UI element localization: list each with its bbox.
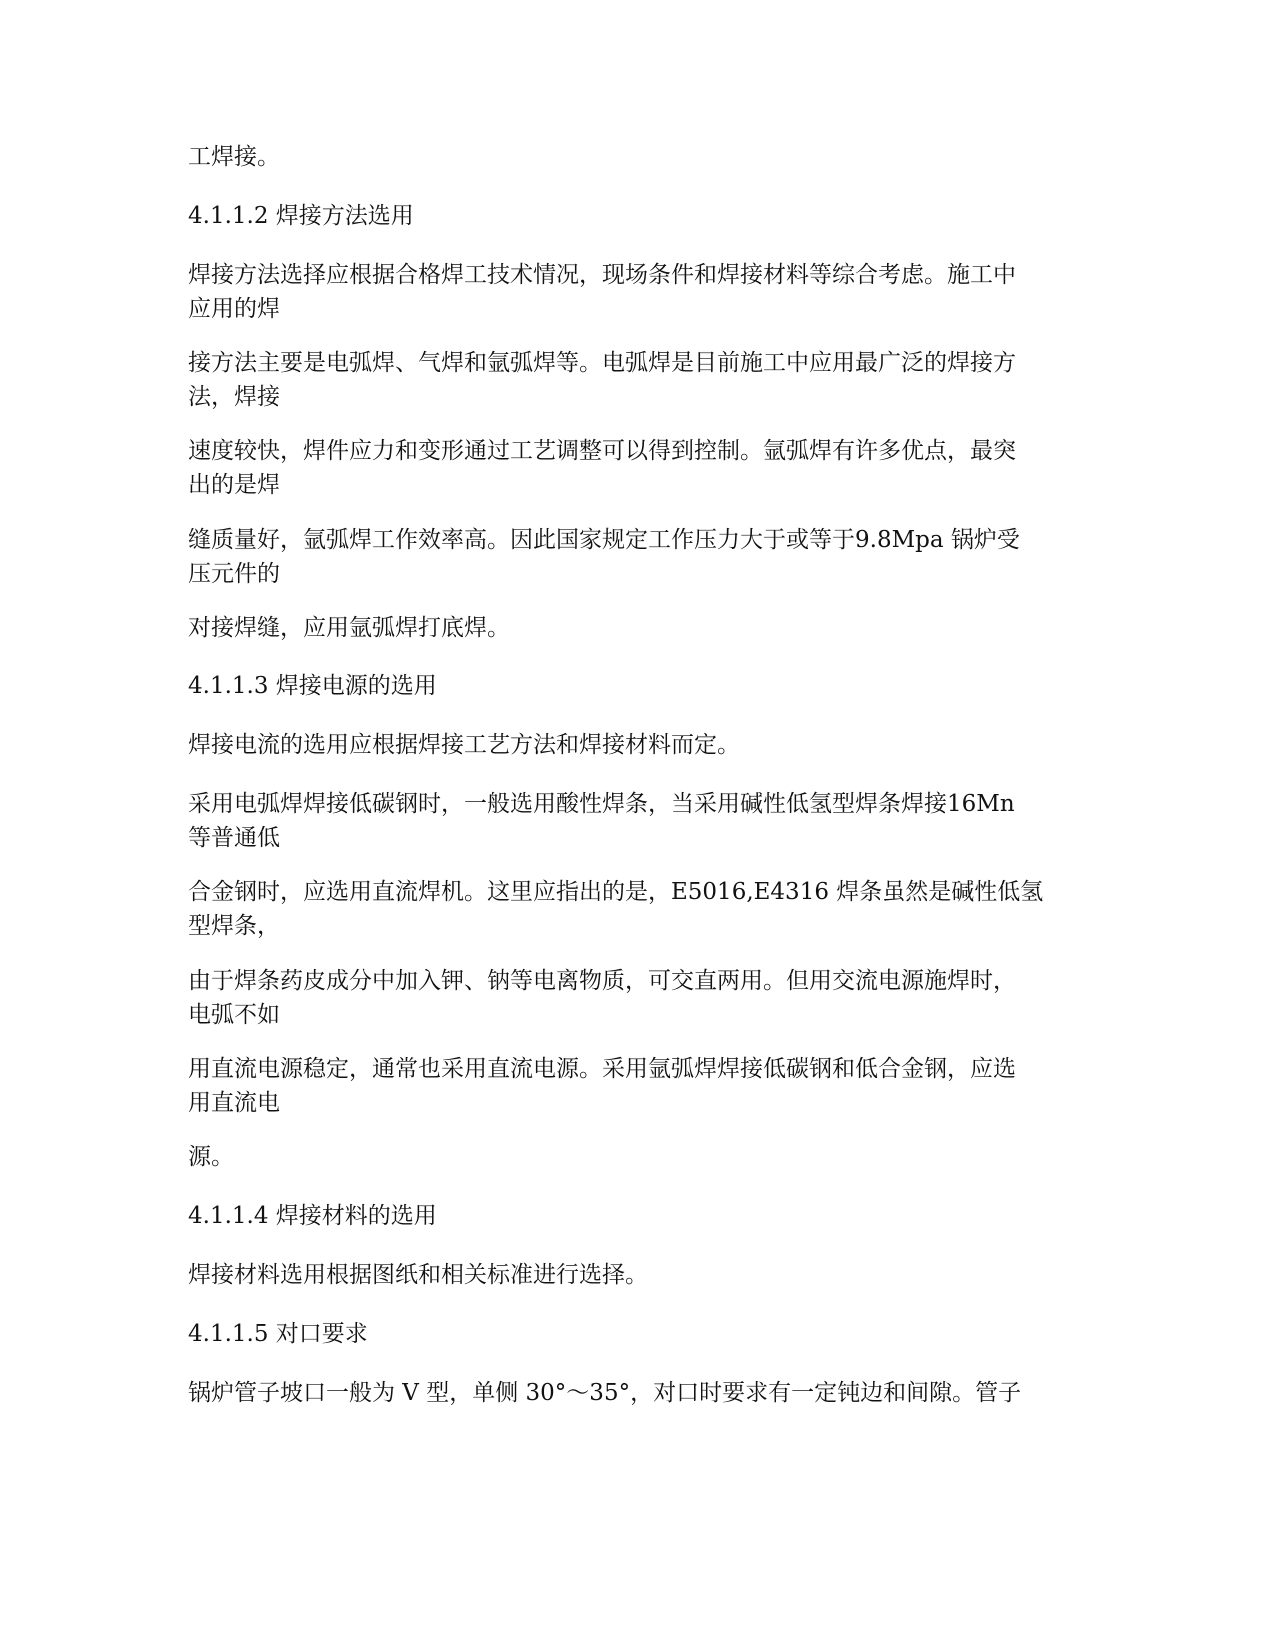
paragraph [188, 1376, 1088, 1410]
heading-text: 4.1.1.4 焊接材料的选用 [188, 1203, 437, 1229]
paragraph-continuation [188, 140, 1088, 174]
paragraph [188, 611, 1088, 645]
text-line: 源。 [188, 1144, 234, 1170]
text-line: 速度较快，焊件应力和变形通过工艺调整可以得到控制。氩弧焊有许多优点，最突 [188, 438, 1016, 464]
text-line: 焊接方法选择应根据合格焊工技术情况，现场条件和焊接材料等综合考虑。施工中 [188, 262, 1016, 288]
text-line: 工焊接。 [188, 144, 280, 170]
text-line: 采用电弧焊焊接低碳钢时，一般选用酸性焊条，当采用碱性低氢型焊条焊接16Mn [188, 791, 1015, 817]
text-line: 压元件的 [188, 561, 280, 587]
section-heading-4-1-1-2 [188, 199, 1088, 233]
text-line: 等普通低 [188, 825, 280, 851]
text-line: 合金钢时，应选用直流焊机。这里应指出的是，E5016,E4316 焊条虽然是碱性低氢 [188, 879, 1044, 905]
paragraph [188, 523, 1088, 591]
section-heading-4-1-1-5 [188, 1317, 1088, 1351]
text-line: 应用的焊 [188, 296, 280, 322]
text-line: 法，焊接 [188, 384, 280, 410]
text-line: 接方法主要是电弧焊、气焊和氩弧焊等。电弧焊是目前施工中应用最广泛的焊接方 [188, 350, 1016, 376]
heading-text: 4.1.1.2 焊接方法选用 [188, 203, 414, 229]
paragraph [188, 258, 1088, 326]
text-line: 由于焊条药皮成分中加入钾、钠等电离物质，可交直两用。但用交流电源施焊时， [188, 968, 1016, 994]
text-line: 焊接电流的选用应根据焊接工艺方法和焊接材料而定。 [188, 732, 740, 758]
paragraph [188, 964, 1088, 1032]
text-line: 用直流电 [188, 1090, 280, 1116]
paragraph [188, 1258, 1088, 1292]
text-line: 用直流电源稳定，通常也采用直流电源。采用氩弧焊焊接低碳钢和低合金钢，应选 [188, 1056, 1016, 1082]
text-line: 出的是焊 [188, 472, 280, 498]
paragraph [188, 346, 1088, 414]
heading-text: 4.1.1.3 焊接电源的选用 [188, 673, 437, 699]
section-heading-4-1-1-4 [188, 1199, 1088, 1233]
text-line: 电弧不如 [188, 1002, 280, 1028]
paragraph [188, 434, 1088, 502]
heading-text: 4.1.1.5 对口要求 [188, 1321, 368, 1347]
text-line: 焊接材料选用根据图纸和相关标准进行选择。 [188, 1262, 648, 1288]
section-heading-4-1-1-3 [188, 669, 1088, 703]
text-line: 锅炉管子坡口一般为 V 型，单侧 30°～35°，对口时要求有一定钝边和间隙。管子 [188, 1380, 1022, 1406]
paragraph [188, 875, 1088, 943]
paragraph [188, 787, 1088, 855]
paragraph [188, 1052, 1088, 1120]
text-line: 缝质量好，氩弧焊工作效率高。因此国家规定工作压力大于或等于9.8Mpa 锅炉受 [188, 527, 1020, 553]
text-line: 型焊条， [188, 913, 280, 939]
text-line: 对接焊缝，应用氩弧焊打底焊。 [188, 615, 510, 641]
paragraph [188, 1140, 1088, 1174]
paragraph [188, 728, 1088, 762]
